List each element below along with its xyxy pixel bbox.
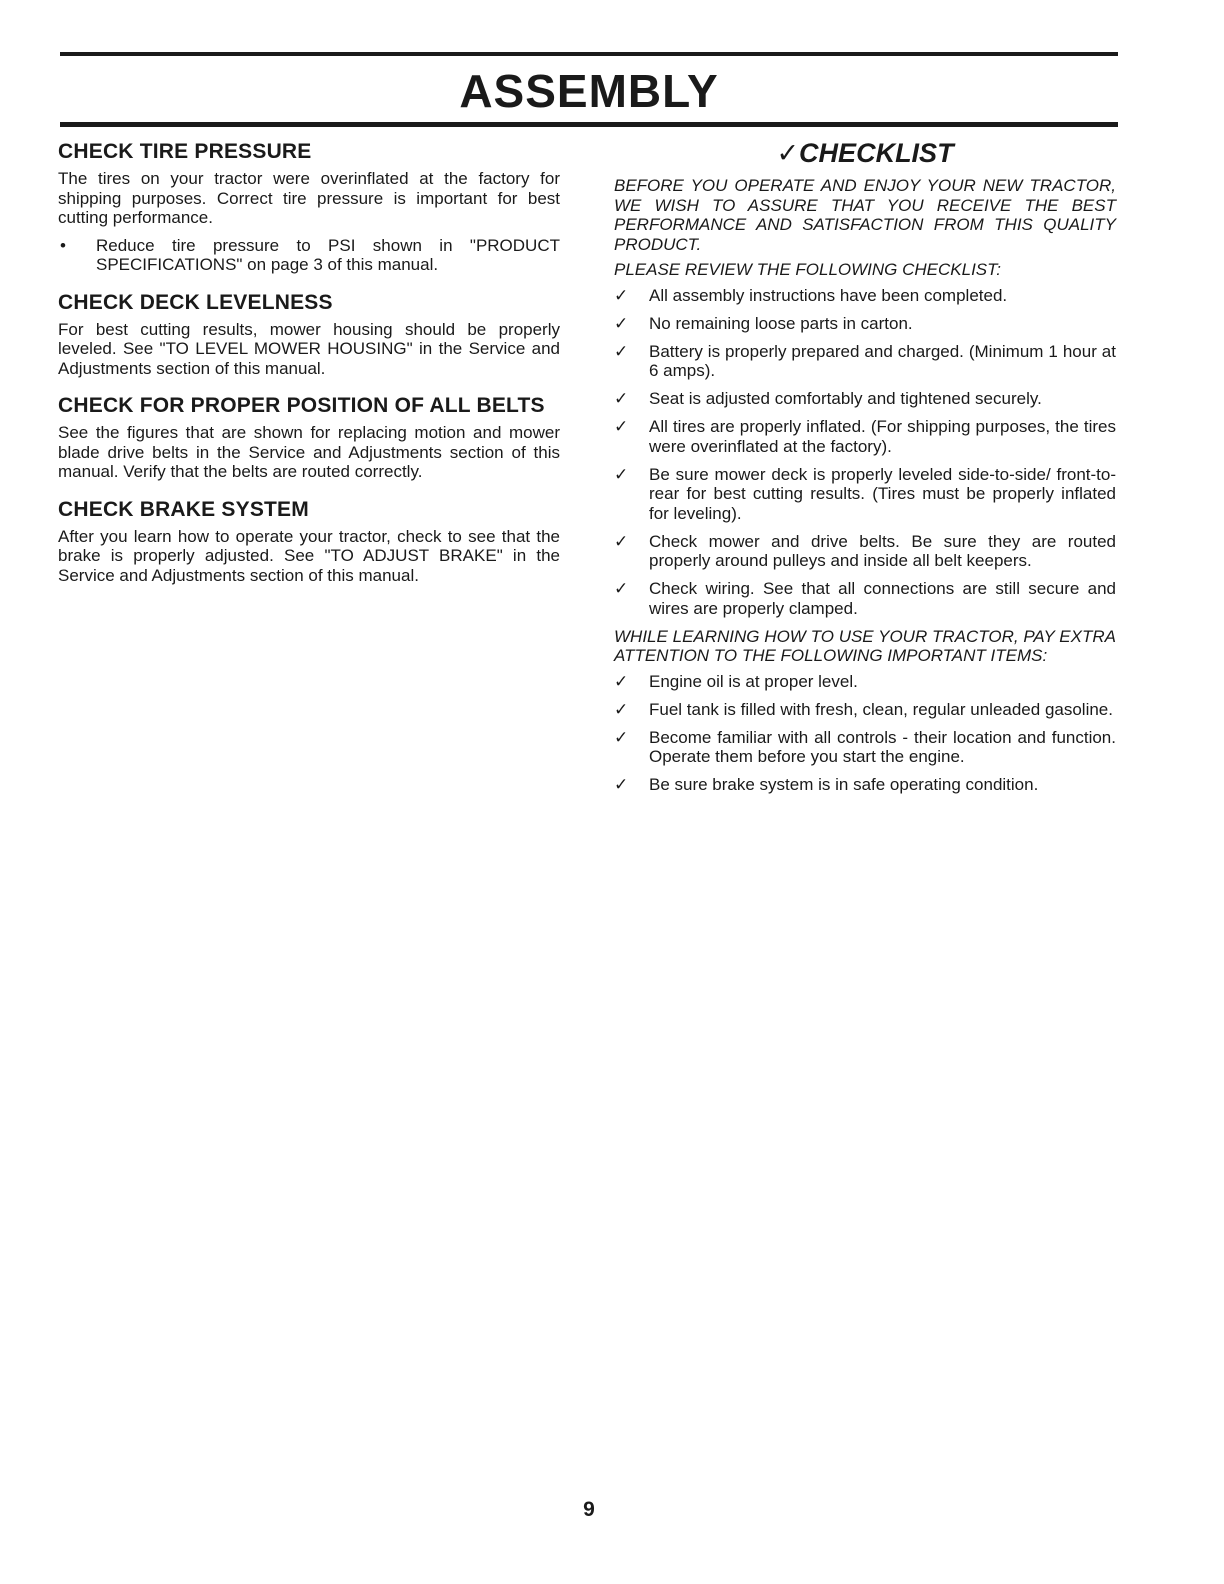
checklist-column [614,138,1116,803]
check-mark-icon: ✓ [614,464,629,484]
checklist-item: ✓ No remaining loose parts in carton. [614,313,913,333]
section-heading: CHECK DECK LEVELNESS [58,290,333,314]
page-title: ASSEMBLY [459,65,719,117]
section-body: After you learn how to operate your tractor, check to see that the brake is properly adjusted. See "TO ADJUST BRAKE" in the Service and Adjustments section of this manual. [58,526,560,585]
checklist-item: ✓ Be sure brake system is in safe operating condition. [614,775,1039,794]
check-mark-icon: ✓ [614,285,629,305]
check-mark-icon: ✓ [614,313,629,333]
section-heading: CHECK BRAKE SYSTEM [58,497,309,521]
checklist-item: ✓ Become familiar with all controls - their location and function. Operate them before you start the engine. [614,727,1116,766]
left-column [58,140,560,601]
bullet-dot: • [60,235,66,255]
check-mark-icon: ✓ [614,531,629,551]
header-bottom-rule [60,122,1118,127]
section-deck-levelness [58,291,560,379]
checklist-item: ✓ All tires are properly inflated. (For shipping purposes, the tires were overinflated at the factory). [614,417,1116,456]
check-mark-icon: ✓ [614,579,629,598]
checklist-intro: BEFORE YOU OPERATE AND ENJOY YOUR NEW TRACTOR, WE WISH TO ASSURE THAT YOU RECEIVE THE BEST PERFORMANCE AND SATISFACTION FROM THIS QUALITY PRODUCT. [614,176,1116,254]
section-heading: CHECK TIRE PRESSURE [58,140,312,163]
checklist-item: ✓ Battery is properly prepared and charged. (Minimum 1 hour at 6 amps). [614,341,1116,380]
checklist-items [614,286,1116,619]
checklist-important-items [614,672,1116,795]
bullet-item [58,236,560,275]
section-body: For best cutting results, mower housing should be properly leveled. See "TO LEVEL MOWER HOUSING" in the Service and Adjustments section of this manual. [58,319,560,378]
section-brake-system [58,498,560,586]
check-mark-icon: ✓ [614,699,629,719]
check-mark-icon: ✓ [614,389,629,408]
checklist-item: ✓ Fuel tank is filled with fresh, clean, regular unleaded gasoline. [614,699,1113,719]
checklist-item: ✓ Check mower and drive belts. Be sure they are routed properly around pulleys and inside all belt keepers. [614,531,1116,570]
section-heading: CHECK FOR PROPER POSITION OF ALL BELTS [58,394,545,417]
header-top-rule [60,52,1118,56]
check-mark-icon: ✓ [614,671,629,691]
checklist-while-learning: WHILE LEARNING HOW TO USE YOUR TRACTOR, PAY EXTRA ATTENTION TO THE FOLLOWING IMPORTANT ITEMS: [614,626,1116,665]
checklist-item: ✓ Seat is adjusted comfortably and tightened securely. [614,389,1042,408]
check-mark-icon: ✓ [614,775,629,794]
section-body: The tires on your tractor were overinflated at the factory for shipping purposes. Correct tire pressure is important for best cutting performance. [58,169,560,227]
check-mark-icon: ✓ [614,341,629,361]
bullet-text: Reduce tire pressure to PSI shown in "PRODUCT SPECIFICATIONS" on page 3 of this manual. [96,235,560,274]
checklist-item: ✓ Be sure mower deck is properly leveled side-to-side/ front-to-rear for best cutting results. (Tires must be properly inflated for leveling). [614,464,1116,523]
section-tire-pressure [58,140,560,275]
section-belts [58,394,560,482]
checklist-item: ✓ Check wiring. See that all connections are still secure and wires are properly clamped. [614,579,1116,618]
checklist-item: ✓ All assembly instructions have been completed. [614,285,1008,305]
checklist-review: PLEASE REVIEW THE FOLLOWING CHECKLIST: [614,260,1001,279]
check-mark-icon: ✓ [614,417,629,436]
checklist-title: ✓CHECKLIST [776,138,954,168]
check-mark-icon: ✓ [614,727,629,747]
page-number: 9 [583,1498,595,1521]
section-body: See the figures that are shown for replacing motion and mower blade drive belts in the Service and Adjustments section of this manual. Verify that the belts are routed correctly. [58,423,560,481]
checklist-item: ✓ Engine oil is at proper level. [614,671,858,691]
